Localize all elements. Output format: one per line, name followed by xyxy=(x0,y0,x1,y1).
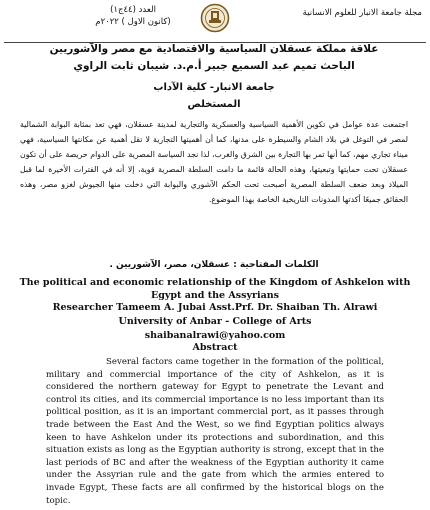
arabic-affiliation: جامعة الانبار- كلية الآداب xyxy=(153,82,275,93)
arabic-title: علاقة مملكة عسقلان السياسية والاقتصادية مع مصر والآشوريين xyxy=(49,43,379,55)
english-abstract-heading: Abstract xyxy=(192,342,238,353)
english-title: The political and economic relationship of the Kingdom of Ashkelon with Egypt and the Assyrians xyxy=(19,277,411,301)
english-abstract-text: Several factors came together in the formation of the political, military and commercial importance of the city of Ashkelon, as it is considered the northern gateway for Egypt to penetrate the Levant and control its cities, and its commercial importance is no less important than its political position, as it is an important commercial port, as it passes through trade between the East And the West, so we find Egyptian politics always keen to have Ashkelon under its protections and subordination, and this situation exists as long as the Egyptian authority is strong, except that in the last periods of BC and after the weakness of the Egyptian authority it came under the Assyrian rule and the gate from which the armies entered to invade Egypt, These facts are all confirmed by the historical blogs on the topic. xyxy=(46,357,384,506)
issue-date: (كانون الاول ) ٢٠٢٢م xyxy=(95,17,171,27)
english-affiliation: University of Anbar - College of Arts xyxy=(118,316,312,327)
author-email: shaibanalrawi@yahoo.com xyxy=(144,330,286,341)
arabic-abstract-body: اجتمعت عدة عوامل في تكوين الأهمية السياسية والعسكرية والتجارية لمدينة عسقلان، فهي تعد بمثابة البوابة الشمالية لمصر في التوغل في بلاد الشام والسيطرة على مدنها، كما أن أهميتها التجارية لا تقل أهمية عن مكانتها السياسية، فهي ميناء تجاري مهم، كما أنها تمر بها التجارة بين الشرق والغرب، لذا نجد السياسة المصرية على الدوام حريصة على أن تكون عسقلان تحت حمايتها وتبعيتها، وهذه الحالة قائمة ما دامت السلطة المصرية قوية، إلا أنه في الفترات الأخيرة لما قبل الميلاد وبعد ضعف السلطة المصرية أصبحت تحت الحكم الآشوري والبوابة التي دخلت منها الجيوش لغزو مصر، وهذه الحقائق جميعًا أكدتها المدونات التاريخية الخاصة بهذا الموضوع. xyxy=(20,120,408,204)
arabic-keywords: الكلمات المفتاحية : عسقلان، مصر، الآشوريين . xyxy=(109,260,319,270)
issue-info xyxy=(78,4,188,28)
english-abstract-body xyxy=(46,356,384,507)
journal-name: مجلة جامعة الانبار للعلوم الانسانية xyxy=(302,8,422,18)
issue-number: العدد (٤٤ج١) xyxy=(110,5,156,15)
arabic-authors: الباحث تميم عبد السميع جبير أ.م.د. شيبان ثابت الراوي xyxy=(73,60,355,72)
university-logo-icon xyxy=(200,3,230,33)
arabic-abstract-heading: المستخلص xyxy=(187,99,241,110)
english-authors: Researcher Tameem A. Jubai Asst.Prf. Dr. Shaiban Th. Alrawi xyxy=(52,302,378,313)
